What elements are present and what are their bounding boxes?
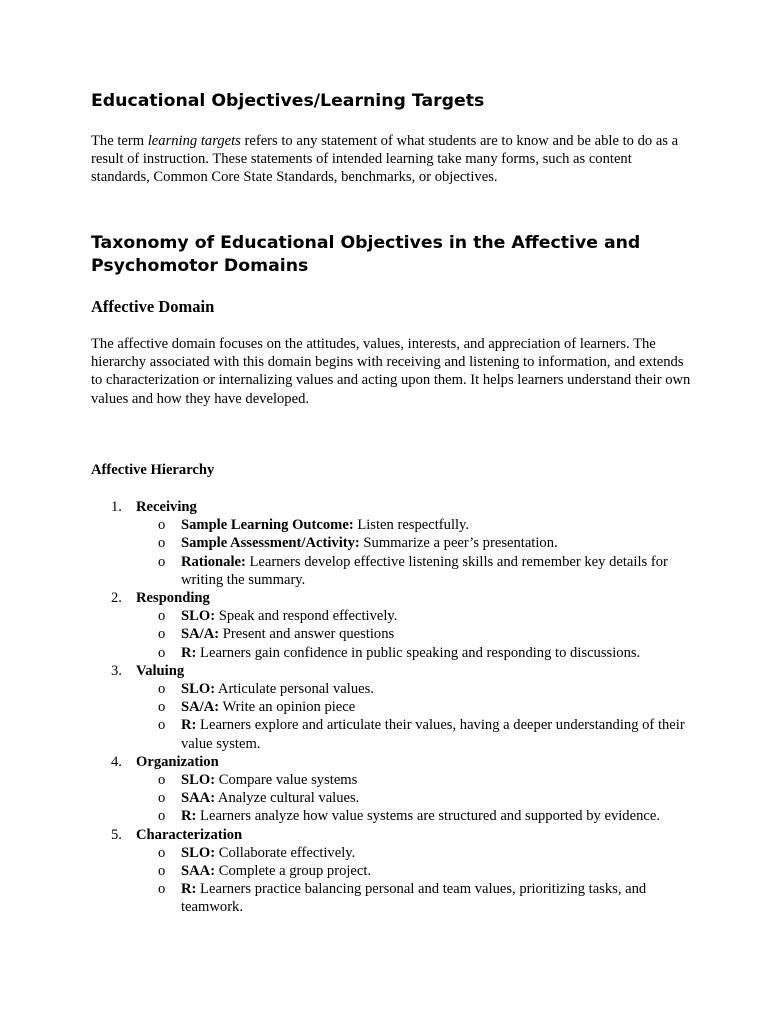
bullet-icon: o bbox=[158, 535, 166, 552]
bullet-icon: o bbox=[158, 699, 166, 716]
intro-paragraph bbox=[91, 132, 691, 187]
list-item bbox=[91, 498, 691, 589]
sub-text: Learners gain confidence in public speaking and responding to discussions. bbox=[196, 644, 641, 661]
list-item bbox=[91, 589, 691, 662]
bullet-icon: o bbox=[158, 717, 166, 734]
sub-text: Summarize a peer’s presentation. bbox=[359, 535, 558, 552]
sub-label: SAA: bbox=[181, 790, 216, 807]
sub-item bbox=[91, 716, 691, 752]
sub-text: Listen respectfully. bbox=[353, 517, 470, 534]
item-title: Receiving bbox=[136, 499, 197, 515]
sub-item bbox=[91, 644, 691, 662]
item-number: 1. bbox=[111, 499, 122, 515]
sub-item bbox=[91, 625, 691, 643]
sub-item bbox=[91, 789, 691, 807]
sub-label: Sample Assessment/Activity: bbox=[181, 535, 360, 552]
item-number: 2. bbox=[111, 590, 122, 607]
list-item bbox=[91, 662, 691, 753]
subsection-heading: Affective Domain bbox=[91, 297, 215, 316]
sub-label: R: bbox=[181, 808, 197, 825]
sub-item bbox=[91, 807, 691, 825]
sub-label: SLO: bbox=[181, 681, 216, 698]
sub-label: R: bbox=[181, 717, 197, 734]
sub-text: Articulate personal values. bbox=[215, 681, 374, 698]
list-item bbox=[91, 753, 691, 826]
intro-before: The term bbox=[91, 133, 148, 149]
item-title: Responding bbox=[136, 590, 210, 607]
sub-label: SLO: bbox=[181, 844, 216, 861]
bullet-icon: o bbox=[158, 681, 166, 698]
hierarchy-heading: Affective Hierarchy bbox=[91, 462, 215, 478]
sub-label: SLO: bbox=[181, 608, 216, 625]
bullet-icon: o bbox=[158, 881, 166, 898]
sub-text: Learners practice balancing personal and team values, prioritizing tasks, and teamwork. bbox=[181, 881, 647, 916]
sub-label: SAA: bbox=[181, 863, 216, 880]
sub-text: Compare value systems bbox=[215, 772, 358, 789]
sub-text: Collaborate effectively. bbox=[215, 844, 356, 861]
list-item bbox=[91, 826, 691, 917]
affective-paragraph: The affective domain focuses on the attitudes, values, interests, and appreciation of learners. The hierarchy associated with this domain begins with receiving and listening to information, and extends to characterization or internalizing values and acting upon them. It helps learners understand their own values and how they have developed. bbox=[91, 336, 691, 407]
intro-term: learning targets bbox=[147, 133, 241, 149]
sub-label: SA/A: bbox=[181, 699, 220, 716]
bullet-icon: o bbox=[158, 808, 166, 825]
item-number: 3. bbox=[111, 662, 122, 679]
bullet-icon: o bbox=[158, 844, 166, 861]
item-title: Organization bbox=[136, 753, 219, 770]
sub-label: R: bbox=[181, 644, 197, 661]
sub-item bbox=[91, 771, 691, 789]
item-title: Characterization bbox=[136, 826, 243, 843]
sub-label: SLO: bbox=[181, 772, 216, 789]
bullet-icon: o bbox=[158, 863, 166, 880]
item-number: 4. bbox=[111, 753, 122, 770]
sub-text: Learners explore and articulate their values, having a deeper understanding of their value system. bbox=[181, 717, 685, 752]
intro-after: refers to any statement of what students are to know and be able to do as a result of instruction. These statements of intended learning take many forms, such as content standards, Common Core State Standards, benchmarks, or objectives. bbox=[91, 133, 679, 186]
sub-text: Speak and respond effectively. bbox=[215, 608, 398, 625]
item-number: 5. bbox=[111, 826, 122, 843]
bullet-icon: o bbox=[158, 553, 166, 570]
sub-item bbox=[91, 844, 691, 862]
sub-text: Write an opinion piece bbox=[219, 699, 356, 716]
sub-text: Present and answer questions bbox=[219, 626, 395, 643]
sub-text: Analyze cultural values. bbox=[215, 790, 360, 807]
bullet-icon: o bbox=[158, 517, 166, 534]
sub-label: Rationale: bbox=[181, 553, 246, 570]
sub-item bbox=[91, 534, 691, 552]
bullet-icon: o bbox=[158, 790, 166, 807]
item-title: Valuing bbox=[136, 662, 185, 679]
bullet-icon: o bbox=[158, 608, 166, 625]
sub-item bbox=[91, 680, 691, 698]
sub-item bbox=[91, 698, 691, 716]
section-heading: Taxonomy of Educational Objectives in the Affective and Psychomotor Domains bbox=[91, 233, 641, 276]
page-title: Educational Objectives/Learning Targets bbox=[91, 91, 485, 111]
bullet-icon: o bbox=[158, 626, 166, 643]
sub-text: Learners develop effective listening skills and remember key details for writing the summary. bbox=[181, 553, 668, 588]
sub-label: R: bbox=[181, 881, 197, 898]
sub-label: Sample Learning Outcome: bbox=[181, 517, 354, 534]
sub-item bbox=[91, 607, 691, 625]
sub-label: SA/A: bbox=[181, 626, 220, 643]
sub-item bbox=[91, 862, 691, 880]
sub-text: Learners analyze how value systems are structured and supported by evidence. bbox=[196, 808, 660, 825]
bullet-icon: o bbox=[158, 644, 166, 661]
sub-item bbox=[91, 880, 691, 916]
sub-item bbox=[91, 553, 691, 589]
sub-text: Complete a group project. bbox=[215, 863, 372, 880]
sub-item bbox=[91, 516, 691, 534]
bullet-icon: o bbox=[158, 772, 166, 789]
affective-hierarchy-list bbox=[91, 498, 691, 917]
